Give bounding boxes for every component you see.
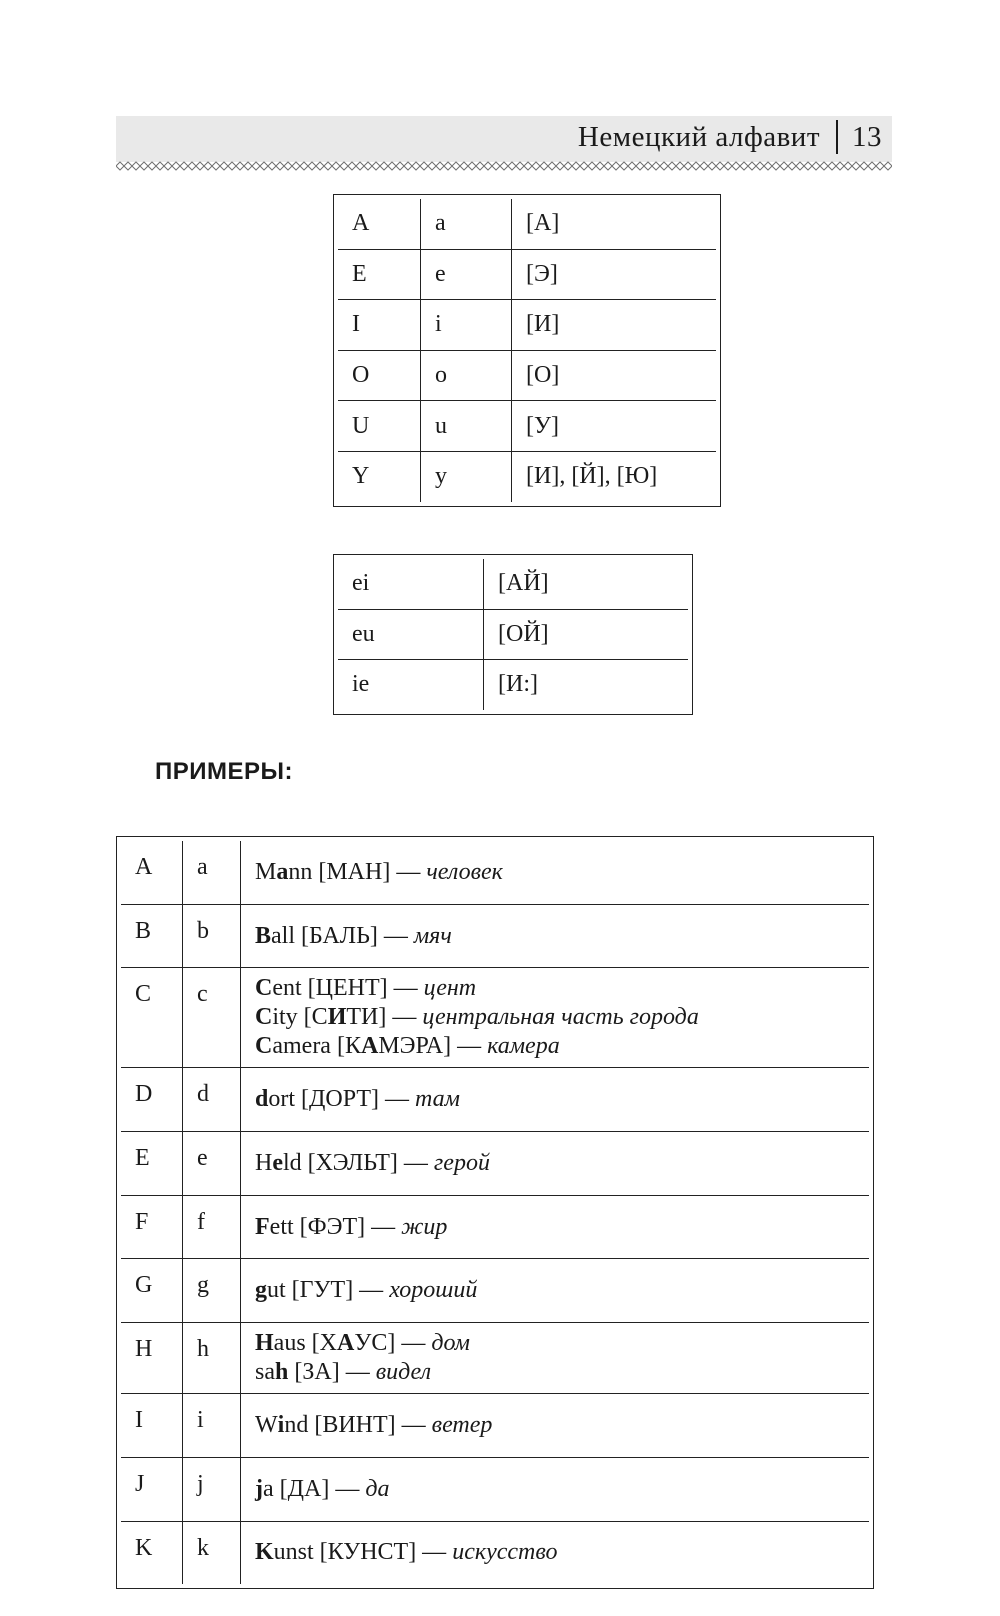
vowel-sound: [И] bbox=[512, 300, 716, 351]
letter-upper: J bbox=[121, 1458, 183, 1522]
translation: человек bbox=[426, 858, 503, 885]
vowel-upper: E bbox=[338, 250, 421, 301]
letter-upper: H bbox=[121, 1323, 183, 1394]
page-number: 13 bbox=[852, 120, 882, 153]
diphthongs-table bbox=[333, 554, 693, 715]
letter-lower: f bbox=[183, 1196, 241, 1260]
example-text: ld [ХЭЛЬТ] — bbox=[283, 1149, 434, 1176]
example-cell bbox=[241, 1458, 869, 1522]
highlight-letter: B bbox=[255, 922, 272, 949]
examples-heading: ПРИМЕРЫ: bbox=[155, 758, 294, 785]
translation: жир bbox=[401, 1213, 448, 1240]
example-row bbox=[121, 1196, 869, 1260]
translation: камера bbox=[487, 1033, 560, 1060]
example-row bbox=[121, 1323, 869, 1394]
highlight-letter: K bbox=[255, 1539, 274, 1566]
letter-lower: j bbox=[183, 1458, 241, 1522]
vowel-lower: e bbox=[421, 250, 512, 301]
example-row bbox=[121, 1458, 869, 1522]
letter-upper: C bbox=[121, 968, 183, 1068]
example-cell bbox=[241, 905, 869, 969]
example-text: all [БАЛЬ] — bbox=[271, 922, 414, 949]
example-line bbox=[255, 1329, 855, 1358]
vowel-upper: Y bbox=[338, 452, 421, 502]
example-row bbox=[121, 841, 869, 905]
diphthong-row bbox=[338, 660, 688, 710]
highlight-letter: И bbox=[327, 1004, 347, 1031]
vowel-upper: A bbox=[338, 199, 421, 250]
example-cell bbox=[241, 968, 869, 1068]
example-cell bbox=[241, 1394, 869, 1458]
example-line bbox=[255, 1358, 855, 1387]
diphthong-row bbox=[338, 610, 688, 661]
example-text: ent [ЦЕНТ] — bbox=[272, 975, 424, 1002]
example-line bbox=[255, 1276, 855, 1305]
example-text: amera [К bbox=[272, 1033, 361, 1060]
header-ornament-border bbox=[116, 160, 892, 172]
vowels-table bbox=[333, 194, 721, 507]
highlight-letter: h bbox=[275, 1359, 289, 1386]
translation: да bbox=[365, 1475, 390, 1502]
example-text: W bbox=[255, 1411, 278, 1438]
header-text bbox=[578, 120, 882, 154]
translation: ветер bbox=[431, 1411, 493, 1438]
example-line bbox=[255, 1032, 855, 1061]
translation: центральная часть города bbox=[422, 1004, 699, 1031]
example-cell bbox=[241, 1132, 869, 1196]
vowel-upper: U bbox=[338, 401, 421, 452]
letter-lower: b bbox=[183, 905, 241, 969]
example-text: УС] — bbox=[354, 1330, 432, 1357]
vowel-sound: [У] bbox=[512, 401, 716, 452]
example-line bbox=[255, 858, 855, 887]
example-text: sa bbox=[255, 1359, 275, 1386]
example-line bbox=[255, 922, 855, 951]
example-row bbox=[121, 905, 869, 969]
letter-lower: h bbox=[183, 1323, 241, 1394]
letter-upper: K bbox=[121, 1522, 183, 1585]
diphthong-letters: ei bbox=[338, 559, 484, 610]
vowel-sound: [О] bbox=[512, 351, 716, 402]
highlight-letter: a bbox=[276, 858, 289, 885]
example-cell bbox=[241, 1323, 869, 1394]
letter-lower: a bbox=[183, 841, 241, 905]
highlight-letter: А bbox=[360, 1033, 379, 1060]
vowel-lower: u bbox=[421, 401, 512, 452]
header-title: Немецкий алфавит bbox=[577, 120, 820, 153]
example-row bbox=[121, 1394, 869, 1458]
example-text: M bbox=[255, 858, 277, 885]
letter-lower: i bbox=[183, 1394, 241, 1458]
example-text: МЭРА] — bbox=[378, 1033, 488, 1060]
example-cell bbox=[241, 1196, 869, 1260]
translation: мяч bbox=[413, 922, 452, 949]
example-row bbox=[121, 968, 869, 1068]
letter-lower: e bbox=[183, 1132, 241, 1196]
vowel-row bbox=[338, 300, 716, 351]
example-text: aus [Х bbox=[273, 1330, 337, 1357]
highlight-letter: C bbox=[255, 1004, 273, 1031]
highlight-letter: C bbox=[255, 1033, 273, 1060]
diphthong-letters: eu bbox=[338, 610, 484, 661]
example-line bbox=[255, 1411, 855, 1440]
letter-lower: g bbox=[183, 1259, 241, 1323]
diphthong-sound: [АЙ] bbox=[484, 559, 688, 610]
example-row bbox=[121, 1068, 869, 1132]
vowel-lower: y bbox=[421, 452, 512, 502]
diphthong-row bbox=[338, 559, 688, 610]
diphthong-letters: ie bbox=[338, 660, 484, 710]
diphthong-sound: [ОЙ] bbox=[484, 610, 688, 661]
vowel-row bbox=[338, 250, 716, 301]
highlight-letter: d bbox=[255, 1086, 269, 1113]
example-text: H bbox=[255, 1149, 273, 1176]
example-cell bbox=[241, 1068, 869, 1132]
vowel-lower: a bbox=[421, 199, 512, 250]
vowel-row bbox=[338, 199, 716, 250]
example-text: ort [ДОРТ] — bbox=[268, 1086, 416, 1113]
translation: цент bbox=[423, 975, 477, 1002]
highlight-letter: g bbox=[255, 1277, 267, 1304]
example-row bbox=[121, 1259, 869, 1323]
translation: дом bbox=[431, 1330, 470, 1357]
example-cell bbox=[241, 1259, 869, 1323]
vowel-sound: [И], [Й], [Ю] bbox=[526, 463, 658, 490]
example-line bbox=[255, 974, 855, 1003]
vowel-sound: [Э] bbox=[512, 250, 716, 301]
letter-lower: k bbox=[183, 1522, 241, 1585]
translation: хороший bbox=[389, 1277, 478, 1304]
highlight-letter: А bbox=[337, 1330, 355, 1357]
highlight-letter: H bbox=[255, 1330, 274, 1357]
examples-table bbox=[116, 836, 874, 1589]
example-text: ity [С bbox=[272, 1004, 328, 1031]
example-text: a [ДА] — bbox=[263, 1475, 366, 1502]
example-line bbox=[255, 1475, 855, 1504]
example-cell bbox=[241, 1522, 869, 1585]
translation: искусство bbox=[452, 1539, 558, 1566]
example-text: unst [КУНСТ] — bbox=[273, 1539, 453, 1566]
vowel-lower: i bbox=[421, 300, 512, 351]
example-text: ett [ФЭТ] — bbox=[269, 1213, 402, 1240]
example-cell bbox=[241, 841, 869, 905]
example-text: nd [ВИНТ] — bbox=[284, 1411, 432, 1438]
example-text: nn [МАН] — bbox=[288, 858, 427, 885]
example-line bbox=[255, 1213, 855, 1242]
vowel-row bbox=[338, 351, 716, 402]
vowel-upper: I bbox=[338, 300, 421, 351]
translation: герой bbox=[433, 1149, 490, 1176]
example-row bbox=[121, 1132, 869, 1196]
vowel-row bbox=[338, 452, 716, 502]
highlight-letter: C bbox=[255, 975, 273, 1002]
header-divider bbox=[836, 120, 838, 154]
letter-upper: F bbox=[121, 1196, 183, 1260]
letter-upper: G bbox=[121, 1259, 183, 1323]
example-line bbox=[255, 1085, 855, 1114]
vowel-upper: O bbox=[338, 351, 421, 402]
highlight-letter: j bbox=[255, 1475, 263, 1502]
letter-lower: d bbox=[183, 1068, 241, 1132]
highlight-letter: e bbox=[272, 1149, 283, 1176]
letter-upper: A bbox=[121, 841, 183, 905]
letter-upper: I bbox=[121, 1394, 183, 1458]
vowel-sound: [А] bbox=[512, 199, 716, 250]
example-line bbox=[255, 1003, 855, 1032]
page-header bbox=[116, 116, 892, 162]
highlight-letter: F bbox=[255, 1213, 270, 1240]
example-text: ТИ] — bbox=[346, 1004, 423, 1031]
highlight-letter: i bbox=[277, 1411, 285, 1438]
letter-upper: E bbox=[121, 1132, 183, 1196]
example-line bbox=[255, 1538, 855, 1567]
diphthong-sound: [И:] bbox=[498, 671, 538, 698]
letter-upper: D bbox=[121, 1068, 183, 1132]
example-line bbox=[255, 1149, 855, 1178]
example-text: ut [ГУТ] — bbox=[267, 1277, 390, 1304]
translation: там bbox=[415, 1086, 460, 1113]
vowel-lower: o bbox=[421, 351, 512, 402]
example-row bbox=[121, 1522, 869, 1585]
translation: видел bbox=[375, 1359, 432, 1386]
example-text: [ЗА] — bbox=[288, 1359, 376, 1386]
vowel-row bbox=[338, 401, 716, 452]
letter-lower: c bbox=[183, 968, 241, 1068]
letter-upper: B bbox=[121, 905, 183, 969]
